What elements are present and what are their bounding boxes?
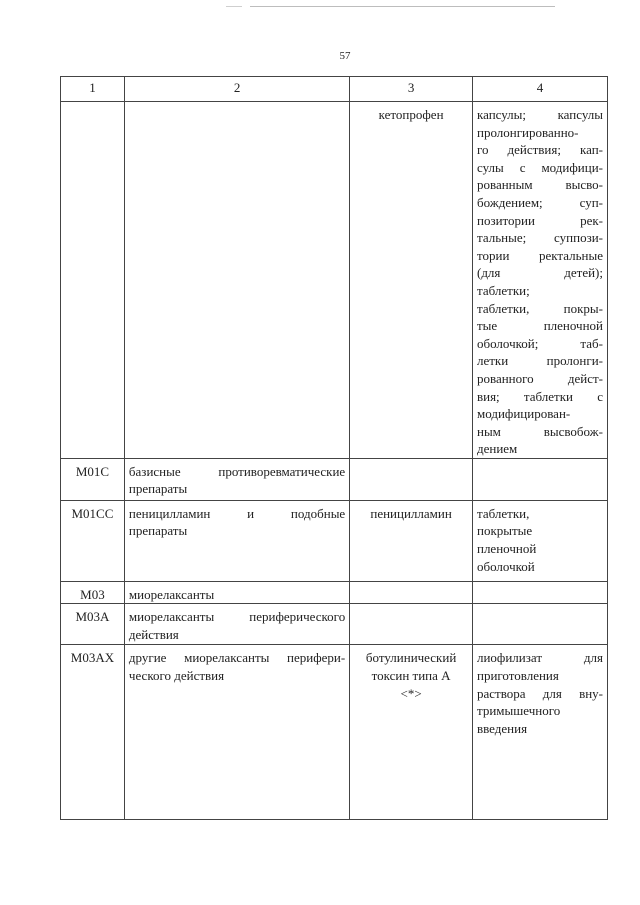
dosage-form-line: покрытые [476,523,533,539]
substance-line: ботулинический [365,650,457,666]
dosage-form-cell [472,645,607,820]
dosage-form-line: дением [476,441,518,457]
dosage-form-line: лиофилизат для [476,650,603,666]
group-line: действия [128,627,179,643]
table-row [61,604,608,645]
group-line: миорелаксанты [128,586,215,602]
dosage-form-cell [472,458,607,500]
dosage-form-line: ным высвобож- [476,423,603,439]
group-line: другие миорелаксанты перифери- [128,650,346,666]
atc-code-cell: M03 [61,581,125,604]
substance-line: <*> [400,685,422,701]
dosage-form-cell [472,500,607,581]
scan-artifact-line [226,6,242,7]
group-cell [124,604,349,645]
dosage-form-line: тории ректальные [476,247,603,263]
table-row [61,500,608,581]
column-header-4: 4 [472,77,607,102]
substance-cell [350,645,473,820]
dosage-form-line: тые пленочной [476,318,603,334]
group-cell [124,102,349,459]
dosage-form-line: тримышечного [476,703,561,719]
dosage-form-cell [472,581,607,604]
dosage-form-line: тальные; суппози- [476,230,603,246]
dosage-form-line: сулы с модифици- [476,159,603,175]
group-line: препараты [128,481,188,497]
dosage-form-line: вия; таблетки с [476,388,603,404]
dosage-form-line: оболочкой; таб- [476,335,603,351]
group-line: препараты [128,523,188,539]
dosage-form-cell [472,604,607,645]
atc-code-cell: M01C [61,458,125,500]
atc-code-cell: M03AX [61,645,125,820]
table-row [61,458,608,500]
substance-line: токсин типа А [371,668,451,684]
dosage-form-line: таблетки; [476,282,530,298]
column-header-3: 3 [350,77,473,102]
dosage-form-line: раствора для вну- [476,685,603,701]
dosage-form-line: капсулы; капсулы [476,107,603,122]
group-line: пеницилламин и подобные [128,505,346,521]
substance-cell: кетопрофен [350,102,473,459]
dosage-form-line: оболочкой [476,558,535,574]
column-header-2: 2 [124,77,349,102]
dosage-form-line: пленочной [476,541,537,557]
dosage-form-line: (для детей); [476,265,603,281]
group-cell [124,500,349,581]
table-header-row [61,77,608,102]
dosage-form-line: введения [476,720,528,736]
drug-table [60,76,608,820]
dosage-form-line: пролонгированно- [476,124,579,140]
atc-code-cell: M01CC [61,500,125,581]
dosage-form-line: рованного дейст- [476,370,603,386]
group-line: базисные противоревматические [128,463,346,479]
page-number: 57 [339,50,351,62]
group-cell [124,458,349,500]
dosage-form-line: го действия; кап- [476,142,603,158]
dosage-form-line: модифицирован- [476,406,571,422]
dosage-form-line: таблетки, [476,505,530,521]
dosage-form-cell [472,102,607,459]
dosage-form-line: приготовления [476,668,559,684]
scan-artifact-line [250,6,555,7]
substance-cell [350,581,473,604]
group-cell [124,581,349,604]
table-row [61,645,608,820]
dosage-form-line: позитории рек- [476,212,603,228]
column-header-1: 1 [61,77,125,102]
dosage-form-line: рованным высво- [476,177,603,193]
group-line: миорелаксанты периферического [128,609,346,625]
table-row [61,102,608,459]
atc-code-cell [61,102,125,459]
dosage-form-line: бождением; суп- [476,194,603,210]
dosage-form-line: летки пролонги- [476,353,603,369]
dosage-form-line: таблетки, покры- [476,300,603,316]
table-row [61,581,608,604]
substance-cell [350,458,473,500]
group-line: ческого действия [128,668,225,684]
substance-cell: пеницилламин [350,500,473,581]
group-cell [124,645,349,820]
atc-code-cell: M03A [61,604,125,645]
substance-cell [350,604,473,645]
